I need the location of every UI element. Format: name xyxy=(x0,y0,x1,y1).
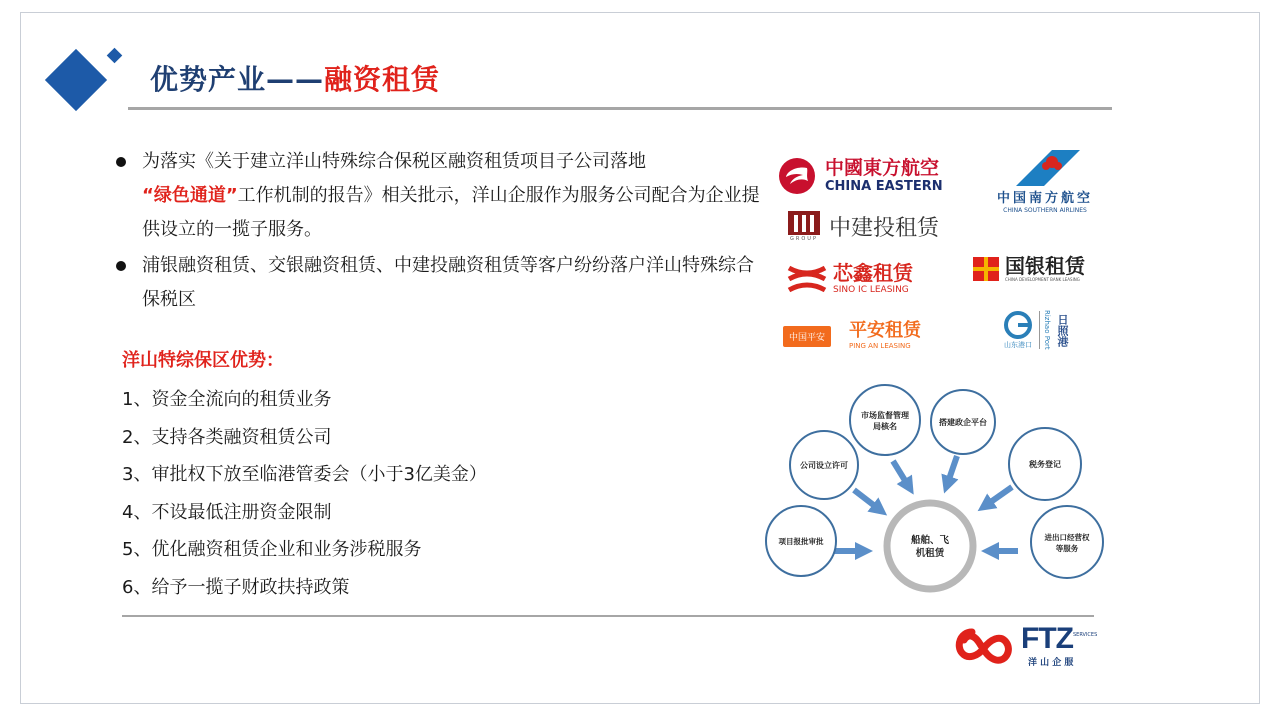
rizhao-cn: 日照港 xyxy=(1056,313,1069,347)
arrow xyxy=(893,461,909,487)
rizhao-sub: 山东港口 xyxy=(1004,341,1032,349)
arrow xyxy=(947,456,957,485)
center-label: 机租赁 xyxy=(915,548,945,559)
ftz-services-text: SERVICES xyxy=(1073,632,1098,638)
rizhao-en: Rizhao Port xyxy=(1043,310,1051,350)
node-label: 等服务 xyxy=(1055,544,1079,553)
node-label: 税务登记 xyxy=(1029,460,1061,469)
cdb-en: CHINA DEVELOPMENT BANK LEASING xyxy=(1005,277,1080,282)
node-label: 进出口经营权 xyxy=(1044,533,1090,542)
node-market-regulation xyxy=(850,385,920,455)
pingan-badge: 中国平安 xyxy=(783,326,831,347)
ftz-services-logo xyxy=(950,622,1100,672)
china-eastern-cn: 中國東方航空 xyxy=(825,157,940,179)
china-southern-cn: 中国南方航空 xyxy=(996,191,1093,206)
advantage-item: 2、支持各类融资租赁公司 xyxy=(122,426,332,448)
bullet-text-before: 为落实《关于建立洋山特殊综合保税区融资租赁项目子公司落地 xyxy=(142,151,646,172)
pingan-cn: 平安租赁 xyxy=(849,320,922,341)
china-southern-en: CHINA SOUTHERN AIRLINES xyxy=(1003,207,1087,214)
advantage-item: 3、审批权下放至临港管委会（小于3亿美金） xyxy=(122,464,487,485)
advantage-item: 1、资金全流向的租赁业务 xyxy=(122,389,332,410)
advantage-item: 4、不设最低注册资金限制 xyxy=(122,501,332,523)
arrow xyxy=(985,487,1012,506)
ftz-cn-text: 洋 山 企 服 xyxy=(1028,658,1074,668)
china-eastern-en: CHINA EASTERN xyxy=(825,179,943,194)
jic-group: GROUP xyxy=(790,236,818,242)
node-label: 市场监督管理 xyxy=(861,411,909,420)
node-label: 局核名 xyxy=(873,422,897,431)
jic-cn: 中建投租赁 xyxy=(829,215,940,241)
sino-ic-cn: 芯鑫租赁 xyxy=(833,261,913,285)
ftz-letters: FTZ xyxy=(1021,622,1073,655)
sino-ic-en: SINO IC LEASING xyxy=(833,285,909,295)
arrow xyxy=(854,490,880,510)
bullet-text-after: 工作机制的报告》相关批示，洋山企服作为服务公司配合为企业提供设立的一揽子服务。 xyxy=(142,185,760,240)
center-label: 船舶、飞 xyxy=(910,535,950,546)
pingan-en: PING AN LEASING xyxy=(849,342,911,350)
center-node xyxy=(887,503,973,589)
bullet-highlight: “绿色通道” xyxy=(142,185,238,206)
node-import-export xyxy=(1031,506,1103,578)
node-label: 项目报批审批 xyxy=(778,537,824,546)
bullet-text: 浦银融资租赁、交银融资租赁、中建投融资租赁等客户纷纷落户洋山特殊综合保税区 xyxy=(142,255,754,310)
cdb-cn: 国银租赁 xyxy=(1005,254,1085,278)
advantages-title: 洋山特综保区优势： xyxy=(122,350,284,371)
node-label: 搭建政企平台 xyxy=(939,418,987,427)
advantage-item: 5、优化融资租赁企业和业务涉税服务 xyxy=(122,539,422,560)
advantage-item: 6、给予一揽子财政扶持政策 xyxy=(122,576,350,598)
title-main: 优势产业—— xyxy=(150,63,325,96)
node-label: 公司设立许可 xyxy=(800,461,848,470)
title-highlight: 融资租赁 xyxy=(324,63,441,96)
